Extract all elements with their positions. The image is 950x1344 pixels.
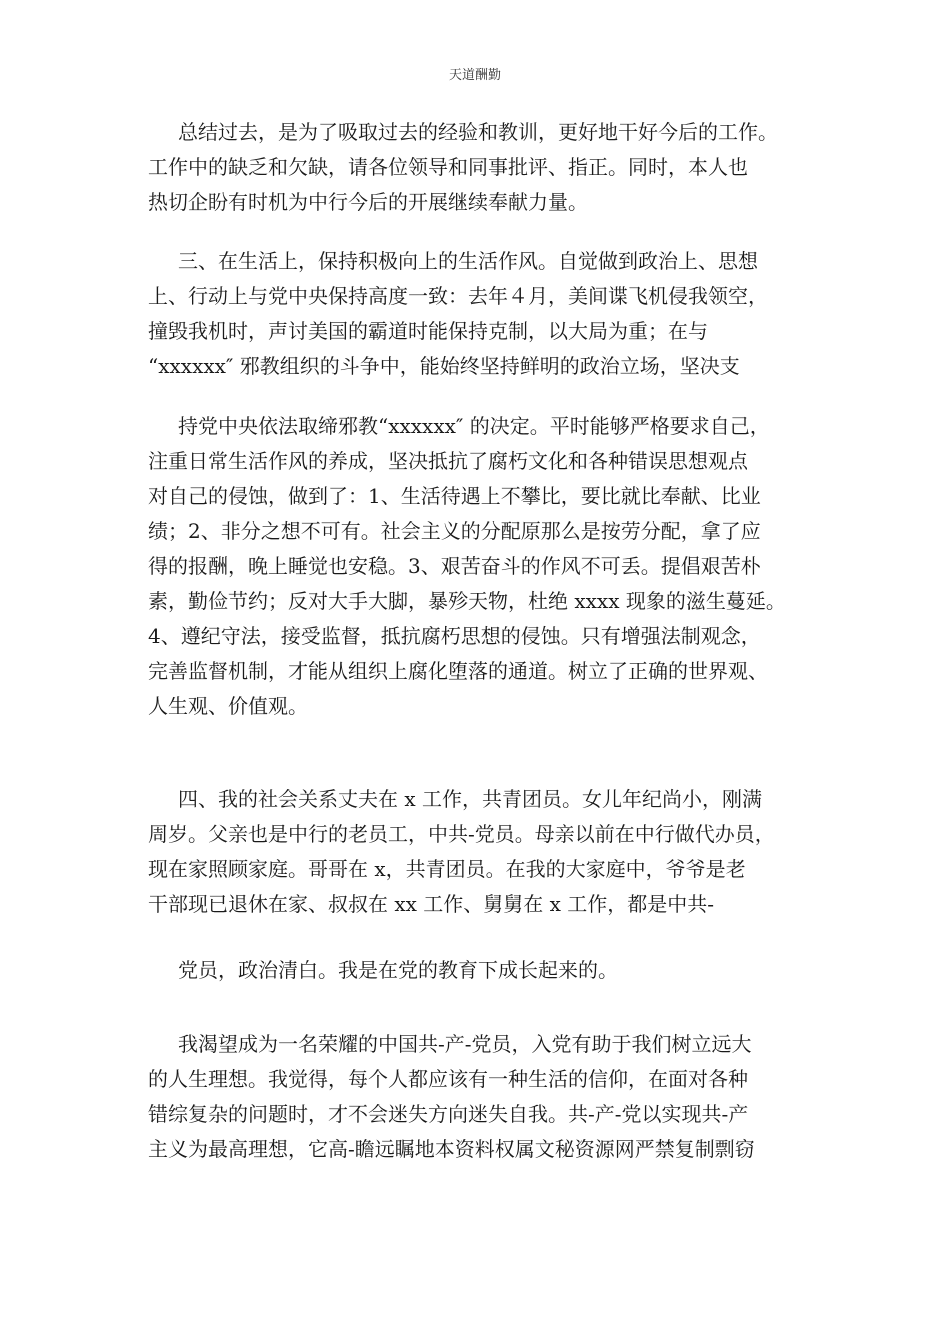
- text-line: 人生观、价值观。: [148, 694, 308, 718]
- text-line: 总结过去，是为了吸取过去的经验和教训，更好地干好今后的工作。: [178, 120, 778, 144]
- text-line: 错综复杂的问题时，才不会迷失方向迷失自我。共-产-党以实现共-产: [148, 1102, 749, 1126]
- paragraph-section-four-cont: [148, 953, 838, 988]
- text-line: 得的报酬，晚上睡觉也安稳。3、艰苦奋斗的作风不可丢。提倡艰苦朴: [148, 554, 761, 578]
- text-line: 热切企盼有时机为中行今后的开展继续奉献力量。: [148, 190, 588, 214]
- paragraph-aspiration: [148, 1027, 838, 1167]
- text-line: 干部现已退休在家、叔叔在 xx 工作、舅舅在 x 工作，都是中共-: [148, 892, 715, 916]
- text-line: 的人生理想。我觉得，每个人都应该有一种生活的信仰，在面对各种: [148, 1067, 748, 1091]
- text-line: 主义为最高理想，它高-瞻远瞩地本资料权属文秘资源网严禁复制剽窃: [148, 1137, 755, 1161]
- page-header: 天道酬勤: [448, 68, 501, 83]
- text-line: 我渴望成为一名荣耀的中国共-产-党员，入党有助于我们树立远大: [178, 1032, 752, 1056]
- text-line: 绩；2、非分之想不可有。社会主义的分配原那么是按劳分配，拿了应: [148, 519, 761, 543]
- paragraph-section-four: [148, 782, 838, 922]
- text-line: 党员，政治清白。我是在党的教育下成长起来的。: [178, 958, 618, 982]
- text-line: 工作中的缺乏和欠缺，请各位领导和同事批评、指正。同时，本人也: [148, 155, 748, 179]
- text-line: 注重日常生活作风的养成，坚决抵抗了腐朽文化和各种错误思想观点: [148, 449, 748, 473]
- text-line: 周岁。父亲也是中行的老员工，中共-党员。母亲以前在中行做代办员，: [148, 822, 775, 846]
- paragraph-summary: [148, 115, 838, 220]
- text-line: 现在家照顾家庭。哥哥在 x，共青团员。在我的大家庭中，爷爷是老: [148, 857, 746, 881]
- text-line: 对自己的侵蚀，做到了：1、生活待遇上不攀比，要比就比奉献、比业: [148, 484, 761, 508]
- text-line: 持党中央依法取缔邪教“xxxxxx″ 的决定。平时能够严格要求自己，: [178, 414, 770, 438]
- text-line: 三、在生活上，保持积极向上的生活作风。自觉做到政治上、思想: [178, 249, 758, 273]
- paragraph-section-three-cont: [148, 409, 838, 724]
- text-line: 上、行动上与党中央保持高度一致：去年４月，美间谍飞机侵我领空，: [148, 284, 768, 308]
- text-line: “xxxxxx″ 邪教组织的斗争中，能始终坚持鲜明的政治立场，坚决支: [148, 354, 740, 378]
- paragraph-section-three: [148, 244, 838, 384]
- text-line: 撞毁我机时，声讨美国的霸道时能保持克制，以大局为重；在与: [148, 319, 708, 343]
- text-line: 完善监督机制，才能从组织上腐化堕落的通道。树立了正确的世界观、: [148, 659, 768, 683]
- text-line: 四、我的社会关系丈夫在 x 工作，共青团员。女儿年纪尚小，刚满: [178, 787, 762, 811]
- text-line: 4、遵纪守法，接受监督，抵抗腐朽思想的侵蚀。只有增强法制观念，: [148, 624, 761, 648]
- text-line: 素，勤俭节约；反对大手大脚，暴殄天物，杜绝 xxxx 现象的滋生蔓延。: [148, 589, 786, 613]
